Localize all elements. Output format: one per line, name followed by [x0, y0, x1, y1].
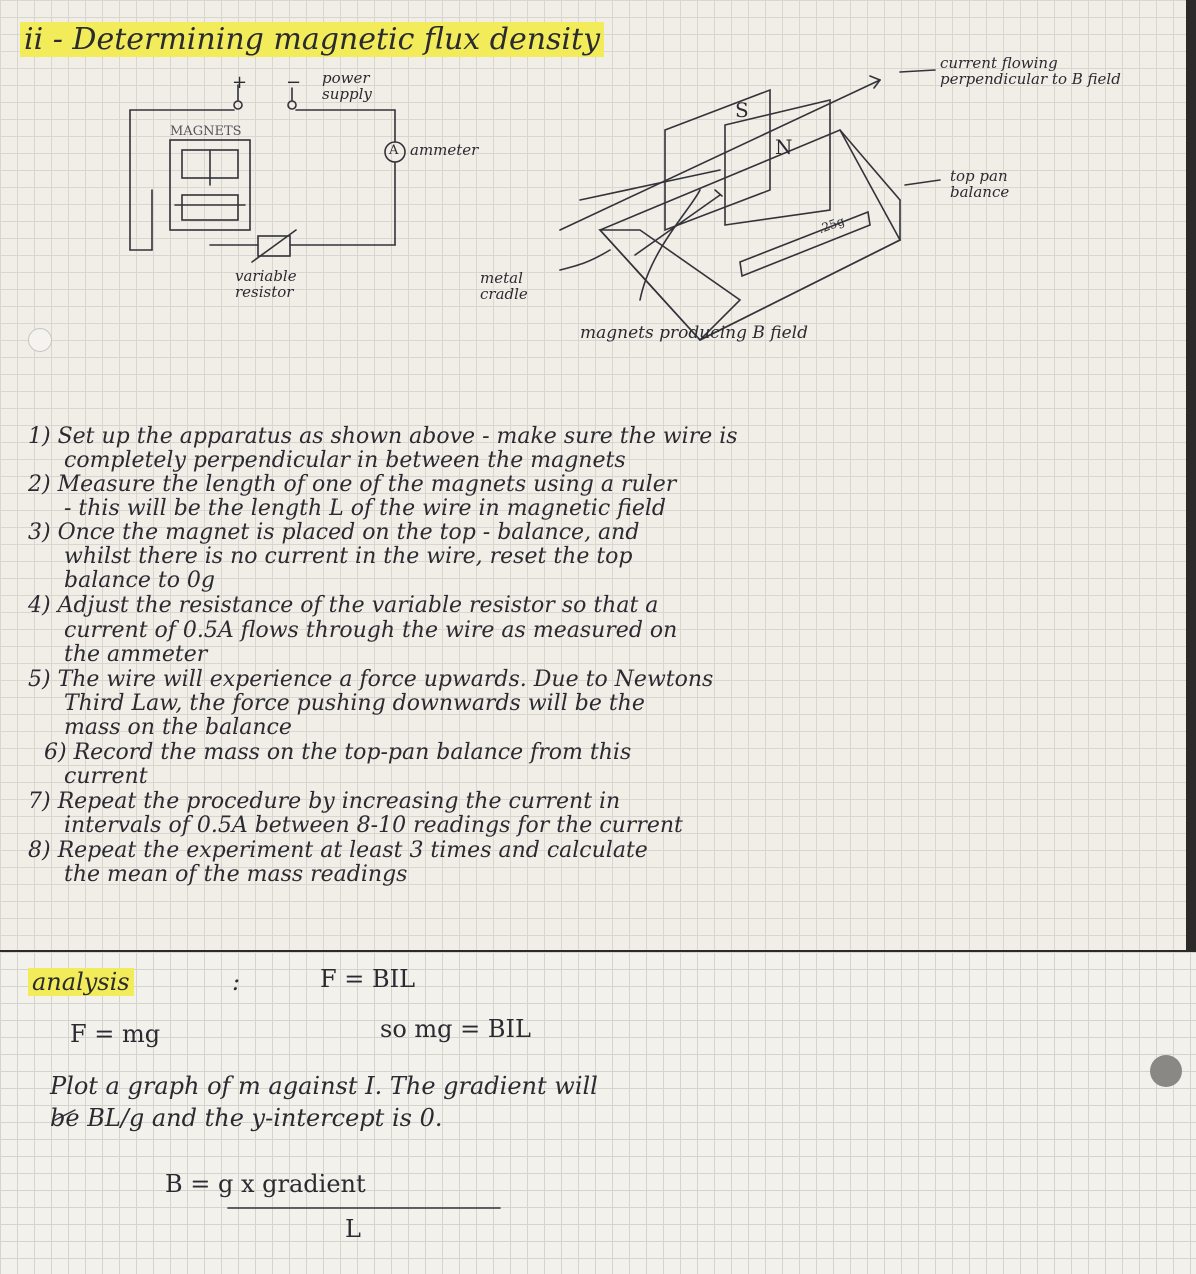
step-line: 8) Repeat the experiment at least 3 times and calculate — [28, 838, 648, 863]
minus-label: − — [286, 72, 302, 93]
step-line: 2) Measure the length of one of the magnets using a ruler — [28, 472, 677, 497]
power-supply-label: power supply — [322, 69, 372, 103]
circuit-diagram — [130, 85, 405, 262]
current-direction-label: current flowing perpendicular to B field — [940, 54, 1121, 88]
step-line: 5) The wire will experience a force upwards. Due to Newtons — [28, 667, 714, 692]
step-line: the mean of the mass readings — [64, 862, 408, 887]
page-title: ii - Determining magnetic flux density — [20, 22, 604, 57]
equation-mg-bil: so mg = BIL — [380, 1015, 531, 1043]
result-denominator: L — [345, 1215, 361, 1243]
plot-instruction-line: be BL/g and the y-intercept is 0. — [50, 1104, 443, 1132]
step-line: the ammeter — [64, 642, 208, 667]
step-line: 3) Once the magnet is placed on the top - balance, and — [28, 520, 640, 545]
step-line: - this will be the length L of the wire in magnetic field — [64, 496, 666, 521]
balance-apparatus — [560, 70, 940, 343]
step-line: 7) Repeat the procedure by increasing the current in — [28, 789, 621, 814]
balance-reading: .25g — [816, 213, 847, 237]
north-pole-label: N — [775, 135, 793, 159]
wire-icon — [560, 80, 880, 230]
balance-display-icon — [740, 212, 870, 276]
plot-instruction-line: Plot a graph of m against I. The gradient will — [50, 1072, 598, 1100]
analysis-heading: analysis — [28, 968, 134, 996]
analysis-colon: : — [232, 968, 241, 996]
top-pan-balance-label: top pan balance — [950, 167, 1010, 201]
south-pole-label: S — [735, 98, 749, 122]
step-line: whilst there is no current in the wire, reset the top — [64, 544, 633, 569]
binder-hole — [28, 328, 52, 352]
magnet-south-icon — [665, 90, 770, 230]
magnets-label: MAGNETS — [170, 124, 242, 139]
ammeter-symbol: A — [389, 143, 399, 158]
step-line: 6) Record the mass on the top-pan balance from this — [44, 740, 632, 765]
step-line: 1) Set up the apparatus as shown above - make sure the wire is — [28, 424, 738, 449]
result-numerator: B = g x gradient — [165, 1170, 366, 1198]
ink-blot — [1150, 1055, 1182, 1087]
metal-cradle-label: metal cradle — [480, 269, 528, 303]
variable-resistor-label: variable resistor — [235, 267, 297, 301]
ammeter-label: ammeter — [410, 141, 479, 159]
top-pan-balance-icon — [600, 130, 900, 340]
equation-f-bil: F = BIL — [320, 965, 416, 993]
step-line: mass on the balance — [64, 715, 292, 740]
step-line: completely perpendicular in between the magnets — [64, 448, 626, 473]
step-line: Third Law, the force pushing downwards will be the — [64, 691, 645, 716]
step-line: intervals of 0.5A between 8-10 readings for the current — [64, 813, 683, 838]
equation-f-mg: F = mg — [70, 1020, 161, 1048]
magnets-producing-field-label: magnets producing B field — [580, 323, 808, 343]
step-line: current — [64, 764, 148, 789]
plus-label: + — [232, 72, 248, 93]
step-line: balance to 0g — [64, 568, 216, 593]
step-line: 4) Adjust the resistance of the variable resistor so that a — [28, 593, 659, 618]
step-line: current of 0.5A flows through the wire as measured on — [64, 618, 678, 643]
